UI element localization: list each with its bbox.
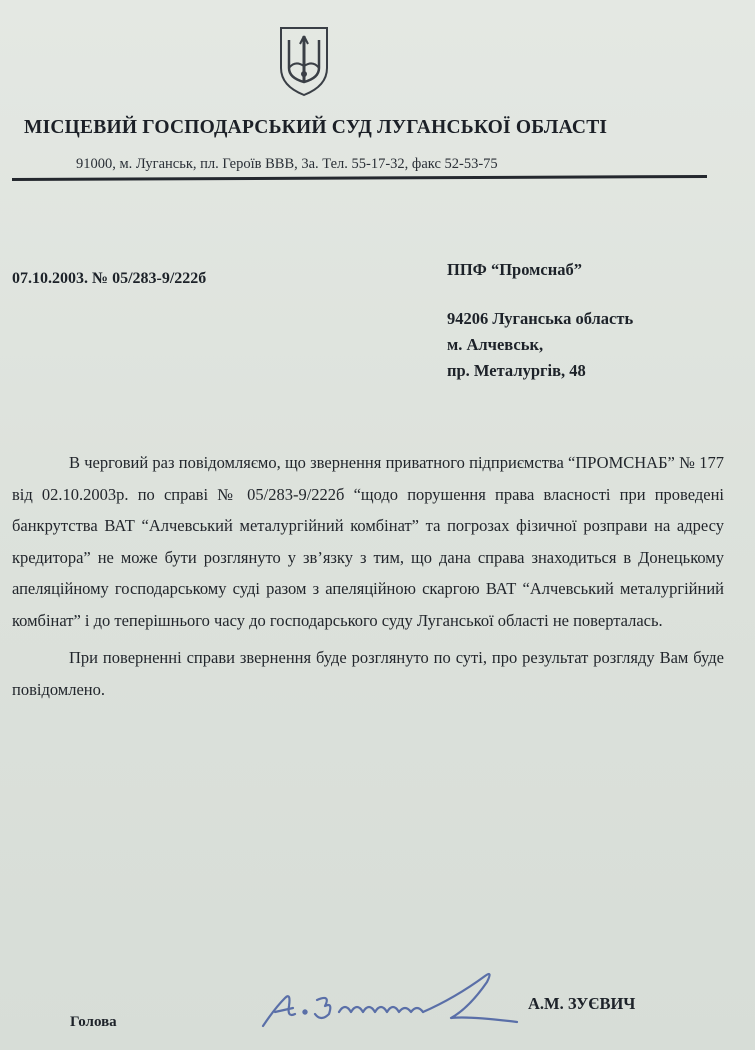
recipient-name: ППФ “Промснаб”	[447, 260, 582, 279]
signer-name: А.М. ЗУЄВИЧ	[528, 994, 636, 1013]
court-address: 91000, м. Луганськ, пл. Героїв ВВВ, 3а. Тел. 55-17-32, факс 52-53-75	[76, 156, 498, 172]
recipient-address-line: пр. Металургів, 48	[447, 361, 586, 380]
letter-body	[12, 447, 724, 705]
outgoing-reference: 07.10.2003. № 05/283-9/222б	[12, 270, 207, 287]
body-paragraph: В черговий раз повідомляємо, що звернення приватного підприємства “ПРОМСНАБ” № 177 від 02.10.2003р. по справі № 05/283-9/222б “щодо порушення права власності при проведені банкрутства ВАТ “Алчевський металургійний комбінат” та погрозах фізичної розправи на адресу кредитора” не може бути розглянуто у зв’язку з тим, що дана справа знаходиться в Донецькому апеляційному господарському суді разом з апеляційною скаргою ВАТ “Алчевський металургійний комбінат” і до теперішнього часу до господарського суду Луганської області не поверталась.	[12, 453, 724, 630]
recipient-block	[447, 257, 633, 384]
recipient-address-line: 94206 Луганська область	[447, 309, 634, 328]
header-divider	[12, 175, 707, 181]
signer-title: Голова	[70, 1014, 117, 1030]
court-name: МІСЦЕВИЙ ГОСПОДАРСЬКИЙ СУД ЛУГАНСЬКОЇ ОБЛАСТІ	[24, 117, 608, 138]
handwritten-signature	[255, 968, 520, 1036]
trident-coat-of-arms-icon	[275, 24, 333, 98]
recipient-address-line: м. Алчевськ,	[447, 335, 544, 354]
body-paragraph: При поверненні справи звернення буде розглянуто по суті, про результат розгляду Вам буде повідомлено.	[12, 648, 724, 699]
